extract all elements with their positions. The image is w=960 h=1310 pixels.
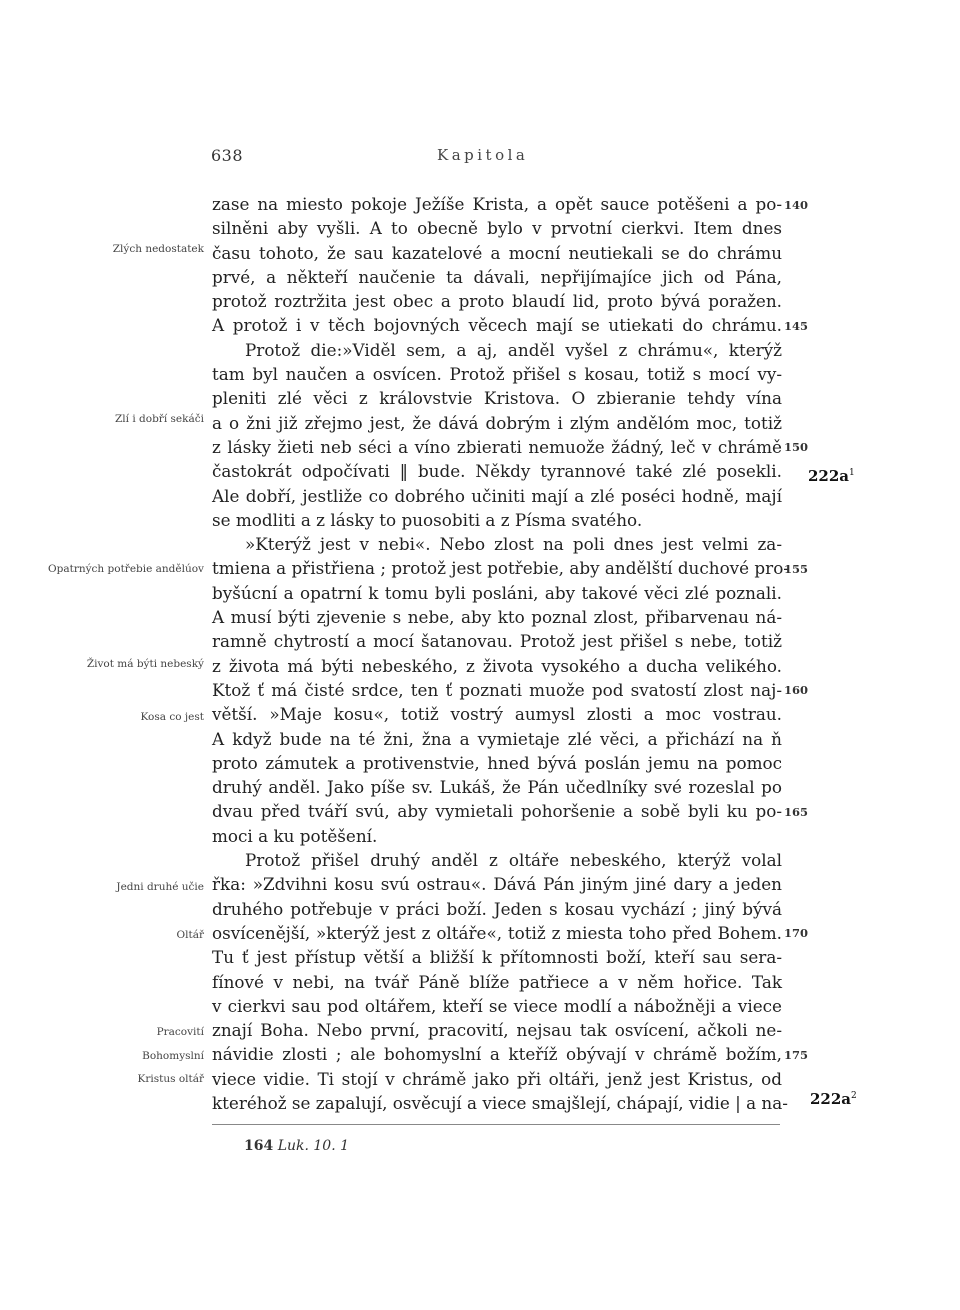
- text-line: druhý anděl. Jako píše sv. Lukáš, že Pán učedlníky své rozeslal po: [212, 777, 782, 798]
- text-line: prvé, a někteří naučenie ta dávali, nepřijímajíce jich od Pána,: [212, 266, 782, 287]
- text-line: »Kterýž jest v nebi«. Nebo zlost na poli dnes jest velmi za-: [245, 534, 782, 555]
- text-line: Ktož ť má čisté srdce, ten ť poznati muože pod svatostí zlost naj-: [212, 679, 782, 700]
- text-line: častokrát odpočívati ‖ bude. Někdy tyrannové také zlé posekli.: [212, 461, 782, 482]
- text-line: byšúcní a opatrní k tomu byli posláni, aby takové věci zlé poznali.: [212, 582, 782, 603]
- footnote-divider: [212, 1124, 780, 1125]
- line-number-150: 150: [784, 440, 809, 454]
- margin-note: Pracovití: [156, 1026, 204, 1038]
- line-number-165: 165: [784, 805, 809, 819]
- text-line: viece vidie. Ti stojí v chrámě jako při oltáři, jenž jest Kristus, od: [212, 1068, 782, 1089]
- text-line: proto zámutek a protivenstvie, hned bývá poslán jemu na pomoc: [212, 752, 782, 773]
- text-line: tam byl naučen a osvícen. Protož přišel s kosau, totiž s mocí vy-: [212, 364, 782, 385]
- text-line: silněni aby vyšli. A to obecně bylo v prvotní cierkvi. Item dnes: [212, 218, 782, 239]
- margin-note: Zlých nedostatek: [112, 243, 204, 255]
- text-line: v cierkvi sau pod oltářem, kteří se viece modlí a nábožněji a viece: [212, 995, 782, 1016]
- text-line: Protož přišel druhý anděl z oltáře nebeského, kterýž volal: [245, 850, 782, 871]
- text-line: z života má býti nebeského, z života vysokého a ducha velikého.: [212, 655, 782, 676]
- text-line: dvau před tváří svú, aby vymietali pohoršenie a sobě byli ku po-: [212, 801, 782, 822]
- line-number-155: 155: [784, 562, 809, 576]
- folio-signature-1: $222a^1$: [808, 467, 855, 485]
- text-line: Tu ť jest přístup větší a bližší k přítomnosti boží, kteří sau sera-: [212, 947, 782, 968]
- text-line: kteréhož se zapalují, osvěcují a viece smajšlejí, chápají, vidie | a na-: [212, 1092, 788, 1113]
- running-title: Kapitola: [437, 146, 529, 164]
- footnote-reference: Luk. 10. 1: [277, 1138, 350, 1154]
- margin-note: Kosa co jest: [140, 711, 204, 723]
- line-number-175: 175: [784, 1048, 809, 1062]
- text-line: času tohoto, že sau kazatelové a mocní neutiekali se do chrámu: [212, 242, 782, 263]
- text-line: osvícenější, »kterýž jest z oltáře«, totiž z miesta toho před Bohem.: [212, 922, 782, 943]
- text-line: ramně chytrostí a mocí šatanovau. Protož jest přišel s nebe, totiž: [212, 631, 782, 652]
- line-number-140: 140: [784, 198, 809, 212]
- text-line: návidie zlosti ; ale bohomyslní a kteříž obývají v chrámě božím,: [212, 1044, 782, 1065]
- text-line: a o žni již zřejmo jest, že dává dobrým i zlým andělóm moc, totiž: [212, 412, 782, 433]
- margin-note: Oltář: [176, 929, 204, 941]
- text-line: znají Boha. Nebo první, pracovití, nejsau tak osvícení, ačkoli ne-: [212, 1020, 782, 1041]
- text-line: A když bude na té žni, žna a vymietaje zlé věci, a přichází na ň: [212, 728, 782, 749]
- margin-note: Život má býti nebeský: [86, 658, 204, 670]
- text-line: fínové v nebi, na tvář Páně blíže patřiece a v něm hořice. Tak: [212, 971, 782, 992]
- body-text: [212, 192, 789, 1115]
- text-line: zase na miesto pokoje Ježíše Krista, a opět sauce potěšeni a po-: [212, 194, 782, 214]
- text-line: z lásky žieti neb séci a víno zbierati nemuože žádný, leč v chrámě: [212, 436, 782, 457]
- text-line: druhého potřebuje v práci boží. Jeden s kosau vychází ; jiný bývá: [212, 898, 782, 919]
- margin-note: Opatrných potřebie andělúov: [48, 563, 204, 575]
- footnote: [244, 1138, 349, 1154]
- folio-signature-2: $222a^2$: [810, 1090, 857, 1108]
- margin-note: Zlí i dobří sekáči: [115, 413, 204, 425]
- text-line: větší. »Maje kosu«, totiž vostrý aumysl zlosti a moc vostrau.: [212, 704, 782, 725]
- line-number-145: 145: [784, 319, 809, 333]
- margin-note: Jedni druhé učie: [116, 881, 204, 893]
- text-line: tmiena a přistřiena ; protož jest potřebie, aby andělští duchové pro-: [212, 558, 789, 579]
- text-line: A musí býti zjevenie s nebe, aby kto poznal zlost, přibarvenau ná-: [212, 607, 782, 628]
- page-number: 638: [211, 146, 244, 165]
- text-line: řka: »Zdvihni kosu svú ostrau«. Dává Pán jiným jiné dary a jeden: [212, 874, 782, 895]
- text-line: Ale dobří, jestliže co dobrého učiniti mají a zlé poséci hodně, mají: [212, 485, 782, 506]
- text-line: protož roztržita jest obec a proto blaudí lid, proto bývá poražen.: [212, 291, 782, 312]
- margin-note: Kristus oltář: [137, 1073, 204, 1085]
- text-line: se modliti a z lásky to puosobiti a z Písma svatého.: [212, 509, 643, 530]
- line-number-170: 170: [784, 926, 809, 940]
- text-line: A protož i v těch bojovných věcech mají se utiekati do chrámu.: [212, 315, 782, 336]
- line-number-160: 160: [784, 683, 809, 697]
- text-line: moci a ku potěšení.: [212, 825, 378, 846]
- text-line: Protož die:»Viděl sem, a aj, anděl vyšel z chrámu«, kterýž: [245, 339, 782, 360]
- margin-note: Bohomyslní: [142, 1050, 204, 1062]
- text-line: pleniti zlé věci z královstvie Kristova. O zbieranie tehdy vína: [212, 388, 782, 409]
- footnote-number: 164: [244, 1138, 274, 1154]
